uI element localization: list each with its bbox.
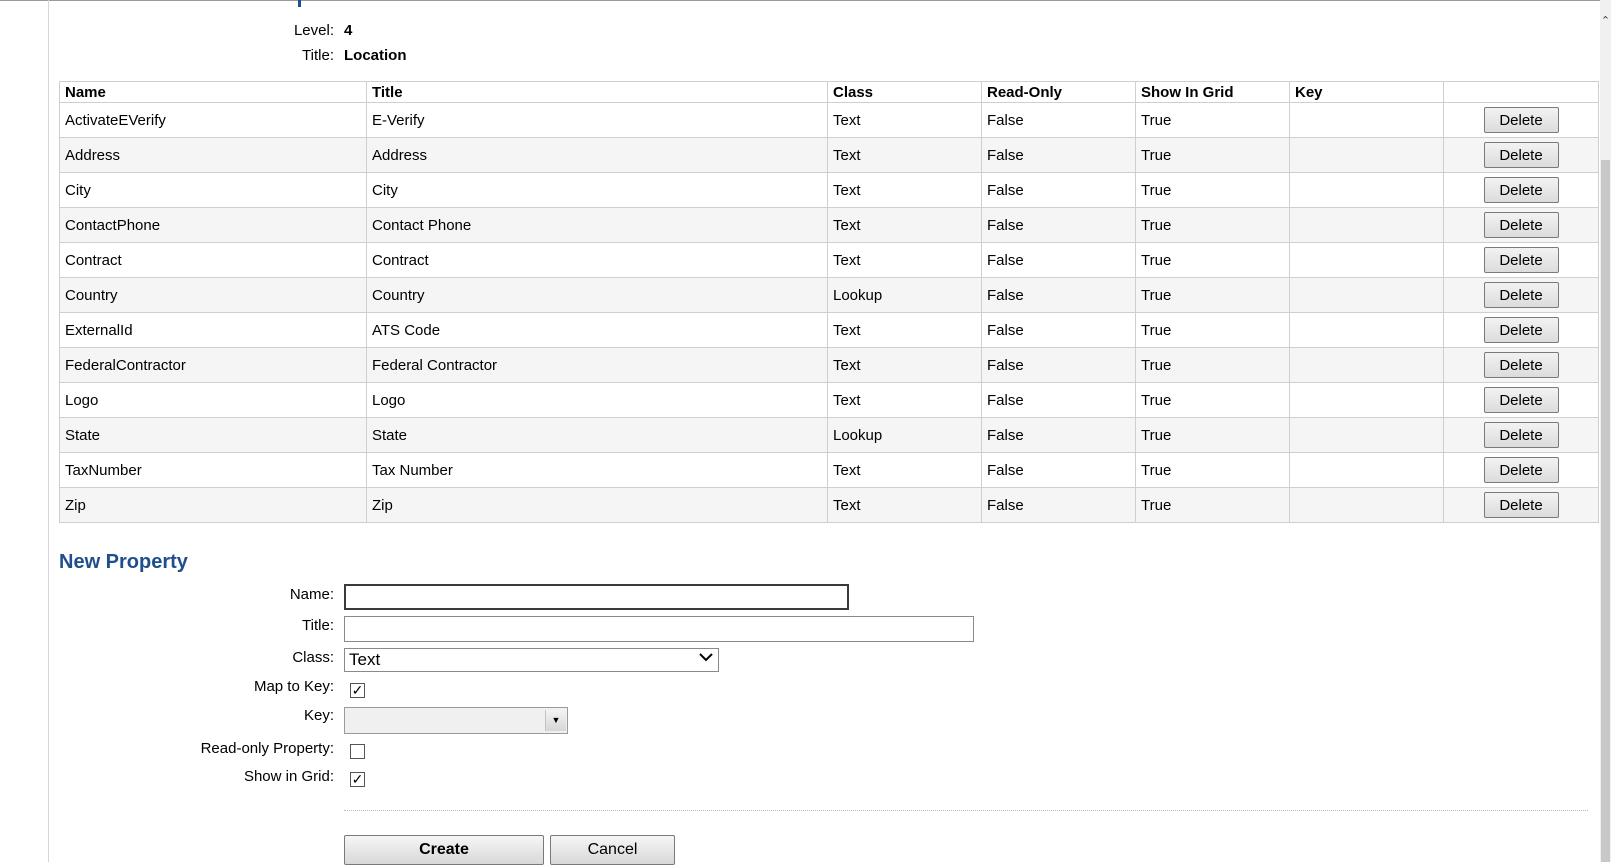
cell-read-only: False <box>982 173 1136 208</box>
class-select[interactable] <box>344 648 719 672</box>
cell-show-in-grid: True <box>1136 383 1290 418</box>
key-select[interactable] <box>344 707 568 734</box>
cell-name: Contract <box>60 243 367 278</box>
delete-button[interactable]: Delete <box>1484 457 1559 483</box>
scrollbar-thumb[interactable] <box>1601 160 1610 862</box>
cell-actions <box>1444 313 1599 348</box>
column-header-show-in-grid: Show In Grid <box>1136 82 1290 103</box>
cell-read-only: False <box>982 313 1136 348</box>
cell-read-only: False <box>982 278 1136 313</box>
class-label: Class: <box>292 649 334 666</box>
cell-show-in-grid: True <box>1136 208 1290 243</box>
delete-button[interactable]: Delete <box>1484 352 1559 378</box>
delete-button[interactable]: Delete <box>1484 107 1559 133</box>
readonly-label: Read-only Property: <box>200 740 334 757</box>
checkmark-icon: ✓ <box>351 682 364 698</box>
column-header-name: Name <box>60 82 367 103</box>
cell-name: Address <box>60 138 367 173</box>
cell-title: E-Verify <box>367 103 828 138</box>
cell-read-only: False <box>982 138 1136 173</box>
cell-title: State <box>367 418 828 453</box>
cell-class: Text <box>828 348 982 383</box>
cell-read-only: False <box>982 348 1136 383</box>
name-label: Name: <box>289 586 334 603</box>
table-row <box>60 208 1599 243</box>
cell-class: Lookup <box>828 278 982 313</box>
cell-actions <box>1444 453 1599 488</box>
table-row <box>60 453 1599 488</box>
table-row <box>60 488 1599 523</box>
cell-name: FederalContractor <box>60 348 367 383</box>
delete-button[interactable]: Delete <box>1484 492 1559 518</box>
column-header-key: Key <box>1290 82 1444 103</box>
cell-class: Text <box>828 138 982 173</box>
cell-title: Contact Phone <box>367 208 828 243</box>
table-row <box>60 313 1599 348</box>
page-title-fragment <box>298 0 301 7</box>
cell-actions <box>1444 383 1599 418</box>
cell-key <box>1290 208 1444 243</box>
cell-class: Text <box>828 488 982 523</box>
level-label: Level: <box>293 22 334 39</box>
cell-key <box>1290 453 1444 488</box>
cancel-button[interactable]: Cancel <box>550 835 675 865</box>
cell-name: Country <box>60 278 367 313</box>
properties-table <box>59 81 1599 523</box>
key-label: Key: <box>303 707 334 724</box>
cell-actions <box>1444 348 1599 383</box>
delete-button[interactable]: Delete <box>1484 317 1559 343</box>
cell-title: City <box>367 173 828 208</box>
title-label: Title: <box>302 47 334 64</box>
table-row <box>60 278 1599 313</box>
cell-class: Text <box>828 383 982 418</box>
form-divider <box>344 810 1588 811</box>
cell-key <box>1290 243 1444 278</box>
cell-title: Federal Contractor <box>367 348 828 383</box>
cell-name: ExternalId <box>60 313 367 348</box>
cell-key <box>1290 348 1444 383</box>
cell-read-only: False <box>982 243 1136 278</box>
cell-show-in-grid: True <box>1136 418 1290 453</box>
cell-title: Tax Number <box>367 453 828 488</box>
class-select-value: Text <box>349 650 381 669</box>
cell-actions <box>1444 103 1599 138</box>
cell-show-in-grid: True <box>1136 488 1290 523</box>
column-header-class: Class <box>828 82 982 103</box>
table-row <box>60 103 1599 138</box>
cell-key <box>1290 488 1444 523</box>
cell-class: Text <box>828 453 982 488</box>
show-in-grid-checkbox[interactable] <box>350 772 365 787</box>
cell-key <box>1290 173 1444 208</box>
title-form-label: Title: <box>302 617 334 634</box>
map-to-key-checkbox[interactable] <box>350 683 365 698</box>
cell-read-only: False <box>982 383 1136 418</box>
cell-title: ATS Code <box>367 313 828 348</box>
cell-title: Zip <box>367 488 828 523</box>
name-input[interactable] <box>344 584 849 610</box>
cell-show-in-grid: True <box>1136 138 1290 173</box>
delete-button[interactable]: Delete <box>1484 387 1559 413</box>
cell-title: Address <box>367 138 828 173</box>
create-button[interactable]: Create <box>344 835 544 865</box>
cell-show-in-grid: True <box>1136 348 1290 383</box>
cell-read-only: False <box>982 418 1136 453</box>
cell-show-in-grid: True <box>1136 278 1290 313</box>
cell-name: Zip <box>60 488 367 523</box>
cell-class: Text <box>828 208 982 243</box>
cell-class: Lookup <box>828 418 982 453</box>
cell-name: Logo <box>60 383 367 418</box>
cell-read-only: False <box>982 453 1136 488</box>
cell-show-in-grid: True <box>1136 103 1290 138</box>
table-row <box>60 173 1599 208</box>
delete-button[interactable]: Delete <box>1484 177 1559 203</box>
table-row <box>60 138 1599 173</box>
column-header-actions <box>1444 82 1599 103</box>
cell-title: Contract <box>367 243 828 278</box>
cell-actions <box>1444 208 1599 243</box>
cell-read-only: False <box>982 208 1136 243</box>
cell-class: Text <box>828 243 982 278</box>
left-rule <box>48 0 49 862</box>
readonly-checkbox[interactable] <box>350 744 365 759</box>
cell-actions <box>1444 138 1599 173</box>
cell-read-only: False <box>982 488 1136 523</box>
table-row <box>60 348 1599 383</box>
cell-key <box>1290 278 1444 313</box>
cell-name: TaxNumber <box>60 453 367 488</box>
cell-name: State <box>60 418 367 453</box>
cell-key <box>1290 313 1444 348</box>
delete-button[interactable]: Delete <box>1484 282 1559 308</box>
cell-class: Text <box>828 313 982 348</box>
delete-button[interactable]: Delete <box>1484 422 1559 448</box>
show-in-grid-label: Show in Grid: <box>243 768 334 785</box>
top-border <box>0 0 1600 1</box>
table-row <box>60 243 1599 278</box>
new-property-heading: New Property <box>59 551 188 573</box>
cell-show-in-grid: True <box>1136 313 1290 348</box>
level-value: 4 <box>344 22 353 39</box>
cell-actions <box>1444 418 1599 453</box>
cell-title: Logo <box>367 383 828 418</box>
delete-button[interactable]: Delete <box>1484 142 1559 168</box>
title-input[interactable] <box>344 616 974 642</box>
scroll-up-arrow-icon[interactable]: ⌃ <box>1600 15 1611 27</box>
cell-title: Country <box>367 278 828 313</box>
title-value: Location <box>344 47 407 64</box>
cell-key <box>1290 138 1444 173</box>
checkmark-icon: ✓ <box>351 771 364 787</box>
dropdown-arrow-icon: ▼ <box>545 710 566 731</box>
delete-button[interactable]: Delete <box>1484 212 1559 238</box>
map-to-key-label: Map to Key: <box>253 678 334 695</box>
cell-name: ContactPhone <box>60 208 367 243</box>
cell-actions <box>1444 173 1599 208</box>
delete-button[interactable]: Delete <box>1484 247 1559 273</box>
cell-key <box>1290 418 1444 453</box>
column-header-title: Title <box>367 82 828 103</box>
cell-name: ActivateEVerify <box>60 103 367 138</box>
cell-name: City <box>60 173 367 208</box>
cell-class: Text <box>828 173 982 208</box>
cell-actions <box>1444 243 1599 278</box>
cell-show-in-grid: True <box>1136 173 1290 208</box>
cell-key <box>1290 383 1444 418</box>
cell-show-in-grid: True <box>1136 243 1290 278</box>
table-row <box>60 383 1599 418</box>
cell-actions <box>1444 278 1599 313</box>
cell-class: Text <box>828 103 982 138</box>
cell-actions <box>1444 488 1599 523</box>
column-header-read-only: Read-Only <box>982 82 1136 103</box>
chevron-down-icon <box>698 650 714 667</box>
table-header-row <box>60 82 1599 103</box>
vertical-scrollbar[interactable] <box>1600 0 1611 862</box>
table-row <box>60 418 1599 453</box>
cell-key <box>1290 103 1444 138</box>
table-body <box>60 103 1599 523</box>
cell-show-in-grid: True <box>1136 453 1290 488</box>
cell-read-only: False <box>982 103 1136 138</box>
